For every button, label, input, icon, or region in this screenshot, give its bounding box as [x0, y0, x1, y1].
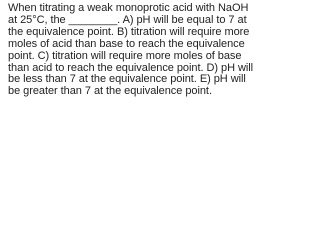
option-a: A) pH will be equal to 7 at the equivalence point. [8, 13, 250, 38]
question-stem: When titrating a weak monoprotic acid with NaOH at 25°C, the ________. [8, 2, 252, 26]
option-b: B) titration will require more moles of acid than base to reach the equivalence point. [8, 25, 253, 62]
option-d: D) pH will be less than 7 at the equivalence point. [8, 61, 257, 86]
option-c: C) titration will require more moles of base than acid to reach the equivalence point. [8, 49, 245, 74]
option-e: E) pH will be greater than 7 at the equivalence point. [8, 73, 249, 98]
question-text [8, 3, 258, 98]
